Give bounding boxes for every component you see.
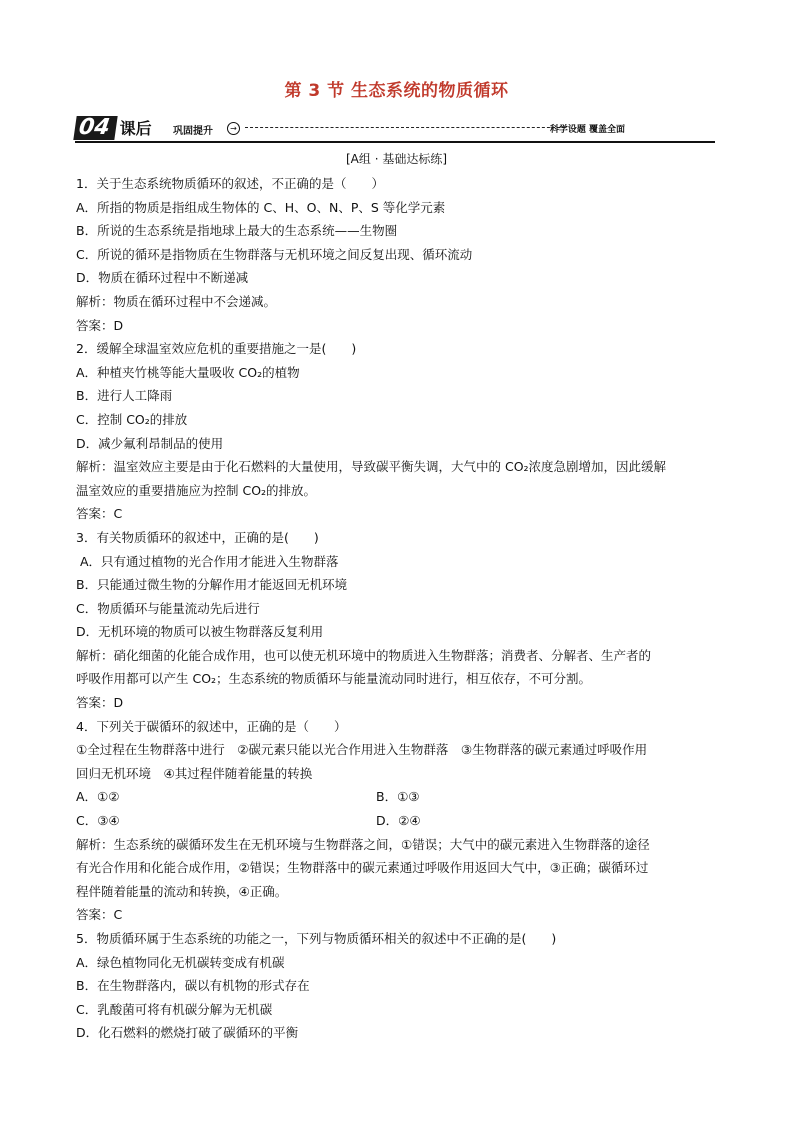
option-d: D．物质在循环过程中不断递减 <box>76 270 249 286</box>
explanation: 温室效应的重要措施应为控制 CO₂的排放。 <box>76 482 317 498</box>
option-d: D．②④ <box>376 813 421 829</box>
group-label: [A组 · 基础达标练] <box>345 152 448 166</box>
option-a: A．所指的物质是指组成生物体的 C、H、O、N、P、S 等化学元素 <box>76 199 446 215</box>
banner-badge <box>75 116 152 140</box>
option-c: C．③④ <box>76 813 120 829</box>
option-b: B．在生物群落内，碳以有机物的形式存在 <box>76 978 310 994</box>
question-stem: 2．缓解全球温室效应危机的重要措施之一是( ) <box>76 341 357 357</box>
option-row <box>76 785 726 809</box>
banner-tagline: 科学设题 覆盖全面 <box>549 125 625 135</box>
answer: 答案：C <box>76 907 123 923</box>
option-b: B．只能通过微生物的分解作用才能返回无机环境 <box>76 577 348 593</box>
option-a: A．只有通过植物的光合作用才能进入生物群落 <box>80 553 339 569</box>
page-title: 第 3 节 生态系统的物质循环 <box>284 81 509 101</box>
banner-number: 04 <box>73 116 117 140</box>
answer: 答案：C <box>76 506 123 522</box>
banner-rule <box>75 141 715 143</box>
question-list <box>76 172 726 1045</box>
explanation: 解析：温室效应主要是由于化石燃料的大量使用，导致碳平衡失调，大气中的 CO₂浓度急剧增加，因此缓解 <box>76 459 667 475</box>
option-d: D．化石燃料的燃烧打破了碳循环的平衡 <box>76 1025 299 1041</box>
option-d: D．无机环境的物质可以被生物群落反复利用 <box>76 624 324 640</box>
option-row <box>76 809 726 833</box>
section-banner <box>75 116 715 140</box>
option-c: C．所说的循环是指物质在生物群落与无机环境之间反复出现、循环流动 <box>76 246 473 262</box>
answer: 答案：D <box>76 317 124 333</box>
question-stem: 5．物质循环属于生态系统的功能之一，下列与物质循环相关的叙述中不正确的是( ) <box>76 931 557 946</box>
option-b: B．①③ <box>376 789 420 805</box>
answer: 答案：D <box>76 695 124 711</box>
explanation: 解析：生态系统的碳循环发生在无机环境与生物群落之间，①错误；大气中的碳元素进入生物群落的途径 <box>76 836 650 852</box>
explanation: 程伴随着能量的流动和转换，④正确。 <box>76 883 288 899</box>
option-c: C．物质循环与能量流动先后进行 <box>76 600 260 616</box>
question-stem: 1．关于生态系统物质循环的叙述，不正确的是（ ） <box>76 176 384 191</box>
explanation: 解析：硝化细菌的化能合成作用，也可以使无机环境中的物质进入生物群落；消费者、分解者、生产者的 <box>76 647 652 663</box>
arrow-circle-icon: → <box>227 122 240 135</box>
option-b: B．进行人工降雨 <box>76 388 173 404</box>
banner-word: 课后 <box>119 119 152 138</box>
question-stem: 3．有关物质循环的叙述中，正确的是( ) <box>76 529 319 545</box>
option-c: C．乳酸菌可将有机碳分解为无机碳 <box>76 1001 273 1017</box>
statement: ①全过程在生物群落中进行 ②碳元素只能以光合作用进入生物群落 ③生物群落的碳元素通过呼吸作用 <box>76 742 648 758</box>
explanation: 解析：物质在循环过程中不会递减。 <box>76 293 277 309</box>
option-c: C．控制 CO₂的排放 <box>76 411 188 427</box>
option-a: A．种植夹竹桃等能大量吸收 CO₂的植物 <box>76 364 300 380</box>
option-a: A．绿色植物同化无机碳转变成有机碳 <box>76 954 285 970</box>
explanation: 有光合作用和化能合成作用，②错误；生物群落中的碳元素通过呼吸作用返回大气中，③正确；碳循环过 <box>76 860 649 876</box>
banner-subtitle: 巩固提升 <box>173 126 213 137</box>
banner-dashed-line <box>245 127 565 128</box>
option-b: B．所说的生态系统是指地球上最大的生态系统——生物圈 <box>76 223 398 239</box>
option-a: A．①② <box>76 789 120 805</box>
option-d: D．减少氟利昂制品的使用 <box>76 435 224 451</box>
question-stem: 4．下列关于碳循环的叙述中，正确的是（ ） <box>76 718 347 734</box>
statement: 回归无机环境 ④其过程伴随着能量的转换 <box>76 765 313 781</box>
explanation: 呼吸作用都可以产生 CO₂；生态系统的物质循环与能量流动同时进行，相互依存，不可分割。 <box>76 671 592 687</box>
